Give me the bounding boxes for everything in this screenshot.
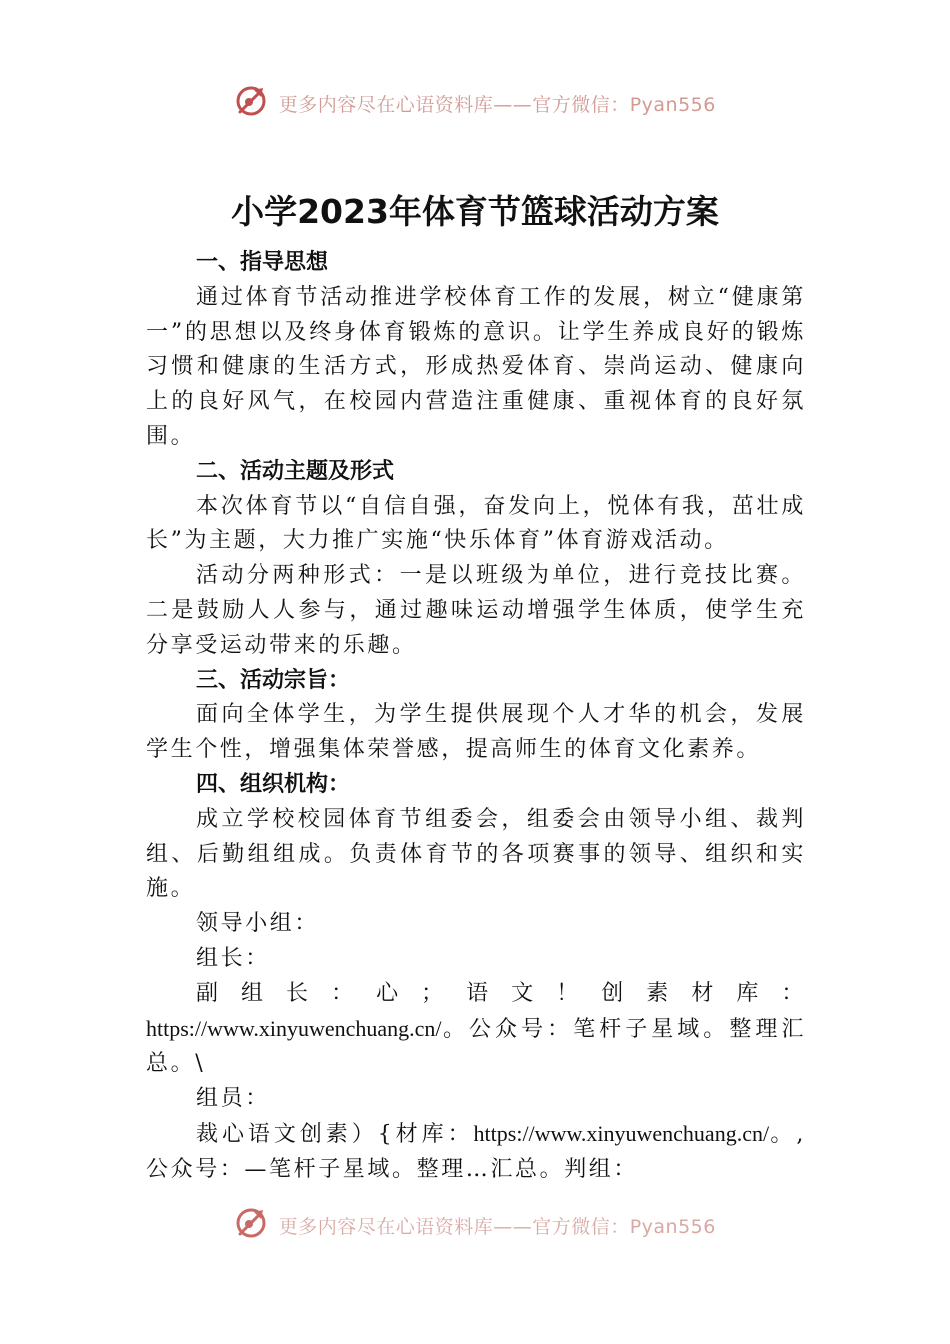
section-heading: 四、组织机构： <box>196 771 351 797</box>
section-heading: 一、指导思想 <box>196 250 329 275</box>
paragraph: 活动分两种形式：一是以班级为单位，进行竞技比赛。二是鼓励人人参与，通过趣味运动增强学生体质，使学生充分享受运动带来的乐趣。 <box>146 563 806 658</box>
watermark-text: 更多内容尽在心语资料库——官方微信：Pyan556 <box>278 94 716 116</box>
paragraph: 组长： <box>196 945 270 971</box>
inline-text: 。,公众号：—笔杆子星域。整理…汇总。判组： <box>146 1121 806 1182</box>
paragraph: 面向全体学生，为学生提供展现个人才华的机会，发展学生个性，增强集体荣誉感，提高师生的体育文化素养。 <box>146 702 806 763</box>
paragraph: 成立学校校园体育节组委会，组委会由领导小组、裁判组、后勤组组成。负责体育节的各项赛事的领导、组织和实施。 <box>146 806 806 902</box>
website-url: https://www.xinyuwenchuang.cn/ <box>146 1015 442 1041</box>
paragraph: 领导小组： <box>196 911 320 937</box>
paragraph: 本次体育节以“自信自强，奋发向上，悦体有我，茁壮成长”为主题，大力推广实施“快乐体育”体育游戏活动。 <box>146 493 806 554</box>
paragraph: 通过体育节活动推进学校体育工作的发展，树立“健康第一”的思想以及终身体育锻炼的意识。让学生养成良好的锻炼习惯和健康的生活方式，形成热爱体育、崇尚运动、健康向上的良好风气，在校园内营造注重健康、重视体育的良好氛围。 <box>146 284 806 449</box>
inline-text: 。公众号：笔杆子星域。整理汇总。\ <box>146 1016 806 1077</box>
section-heading: 三、活动宗旨： <box>196 667 351 693</box>
brand-logo-icon <box>234 1206 268 1245</box>
inline-text: 副组长：心；语文！创素材库： <box>196 980 806 1006</box>
section-heading: 二、活动主题及形式 <box>196 458 395 484</box>
footer-watermark <box>0 1206 950 1245</box>
watermark-text: 更多内容尽在心语资料库——官方微信：Pyan556 <box>278 1216 716 1238</box>
paragraph <box>146 977 806 1082</box>
paragraph: 组员： <box>196 1086 270 1112</box>
brand-logo-icon <box>234 84 268 123</box>
inline-text: 裁心语文创素）{材库： <box>196 1121 474 1147</box>
header-watermark <box>0 84 950 123</box>
website-url: https://www.xinyuwenchuang.cn/ <box>473 1120 770 1146</box>
document-body <box>146 246 806 1188</box>
document-title: 小学2023年体育节篮球活动方案 <box>231 192 719 231</box>
paragraph <box>146 1117 806 1188</box>
